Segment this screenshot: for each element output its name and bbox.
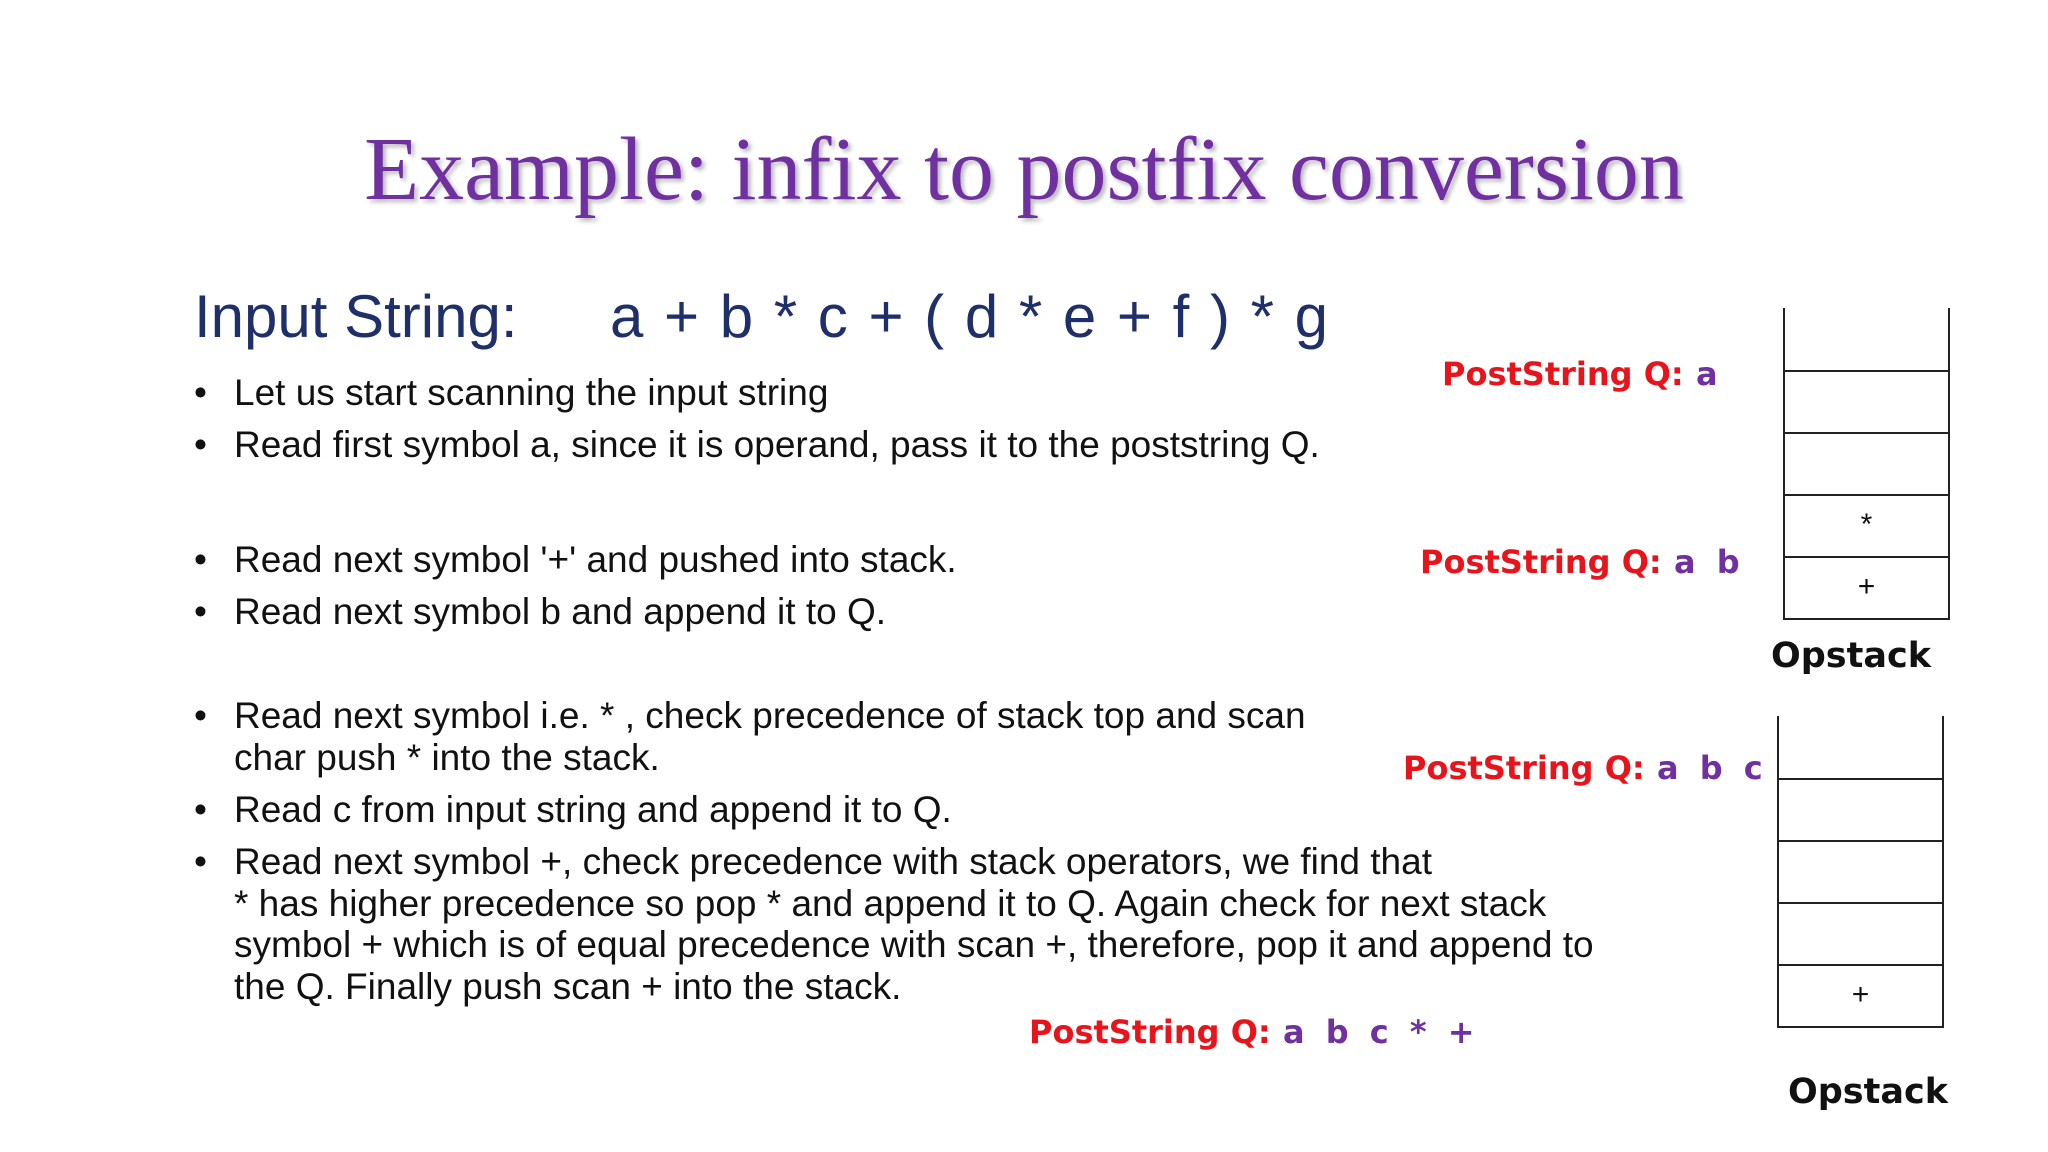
- bullet-text: [234, 695, 1306, 778]
- bullet-dot: •: [194, 695, 207, 736]
- stack-cell: [1777, 716, 1944, 780]
- stack-cell: [1783, 308, 1950, 372]
- bullet-line: Read c from input string and append it to Q.: [234, 789, 952, 830]
- bullet-text: [234, 591, 886, 633]
- poststring-label: PostString Q:: [1029, 1013, 1271, 1051]
- bullet-dot: •: [194, 539, 207, 580]
- bullet-line: * has higher precedence so pop * and append it to Q. Again check for next stack: [234, 882, 1547, 924]
- bullet-line: the Q. Finally push scan + into the stack.: [234, 965, 902, 1007]
- poststring-annotation: [1420, 543, 1740, 581]
- input-string-expression: a + b * c + ( d * e + f ) * g: [610, 283, 1329, 350]
- bullet-text: [234, 539, 957, 581]
- poststring-value: a b: [1674, 543, 1740, 581]
- bullet-text: [234, 789, 952, 831]
- bullet-line: Read next symbol b and append it to Q.: [234, 591, 887, 632]
- bullet-dot: •: [194, 372, 207, 413]
- bullet-line: symbol + which is of equal precedence with scan +, therefore, pop it and append to: [234, 924, 1594, 965]
- stack-cell: [1777, 778, 1944, 842]
- stack-cell: [1777, 840, 1944, 904]
- bullet-dot: •: [194, 841, 207, 882]
- opstack-diagram: [1783, 308, 1948, 618]
- poststring-value: a: [1696, 355, 1718, 393]
- stack-cell: [1783, 432, 1950, 496]
- stack-cell: +: [1783, 556, 1950, 620]
- poststring-label: PostString Q:: [1403, 749, 1645, 787]
- bullet-line: Read next symbol '+' and pushed into stack.: [234, 539, 957, 580]
- stack-cell: *: [1783, 494, 1950, 558]
- input-string-label: Input String:: [194, 283, 518, 350]
- opstack-diagram: [1777, 716, 1942, 1026]
- poststring-annotation: [1403, 749, 1763, 787]
- bullet-text: [234, 372, 828, 414]
- bullet-line: Read next symbol i.e. * , check precedence of stack top and scan: [234, 695, 1306, 736]
- bullet-line: char push * into the stack.: [234, 736, 660, 778]
- poststring-value: a b c: [1657, 749, 1763, 787]
- poststring-annotation: [1442, 355, 1718, 393]
- bullet-dot: •: [194, 591, 207, 632]
- bullet-line: Read first symbol a, since it is operand, pass it to the poststring Q.: [234, 424, 1320, 465]
- bullet-dot: •: [194, 789, 207, 830]
- poststring-value: a b c * +: [1283, 1013, 1475, 1051]
- opstack-label: Opstack: [1788, 1072, 1949, 1112]
- slide-title: Example: infix to postfix conversion: [364, 120, 1684, 219]
- bullet-text: [234, 424, 1320, 466]
- stack-cell: +: [1777, 964, 1944, 1028]
- bullet-text: [234, 841, 1594, 1007]
- bullet-line: Read next symbol +, check precedence with stack operators, we find that: [234, 841, 1432, 882]
- bullet-line: Let us start scanning the input string: [234, 372, 829, 413]
- bullet-dot: •: [194, 424, 207, 465]
- poststring-annotation: [1029, 1013, 1475, 1051]
- poststring-label: PostString Q:: [1442, 355, 1684, 393]
- stack-cell: [1777, 902, 1944, 966]
- poststring-label: PostString Q:: [1420, 543, 1662, 581]
- stack-cell: [1783, 370, 1950, 434]
- opstack-label: Opstack: [1771, 636, 1932, 676]
